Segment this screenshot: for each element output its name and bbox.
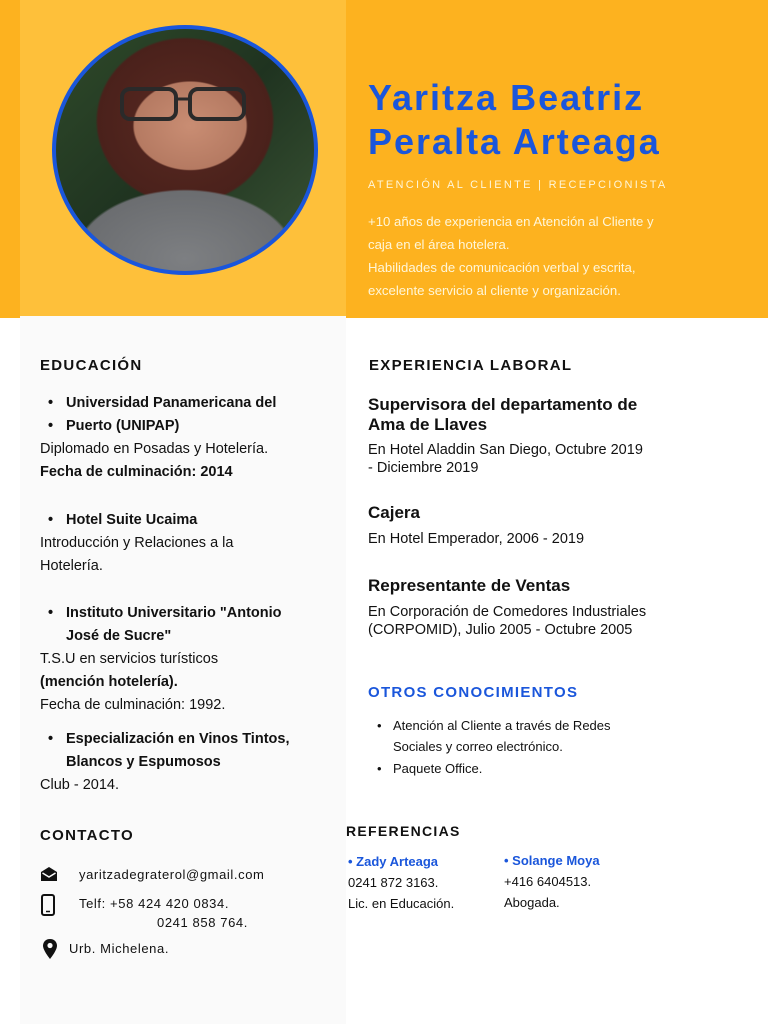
summary-line: caja en el área hotelera. (368, 237, 510, 252)
other-knowledge-item: • Paquete Office. (393, 758, 693, 779)
education-heading: EDUCACIÓN (40, 357, 143, 374)
education-item-title-cont: Blancos y Espumosos (66, 754, 221, 770)
profile-photo (52, 25, 318, 275)
reference-name: • Solange Moya (504, 853, 600, 868)
education-item-title: • Instituto Universitario "Antonio (66, 602, 282, 625)
job-description: - Diciembre 2019 (368, 460, 479, 476)
summary-line: excelente servicio al cliente y organización. (368, 283, 621, 298)
job-description: En Corporación de Comedores Industriales (368, 604, 647, 620)
contact-email: yaritzadegraterol@gmail.com (79, 867, 265, 882)
contact-phone-2: 0241 858 764. (157, 915, 248, 930)
phone-icon (41, 894, 55, 916)
job-title: Supervisora del departamento de (368, 395, 638, 414)
education-item-title: • Hotel Suite Ucaima (66, 509, 197, 532)
reference-role: Abogada. (504, 895, 560, 910)
education-item-title-cont: José de Sucre" (66, 628, 172, 644)
job-description: En Hotel Emperador, 2006 - 2019 (368, 531, 585, 547)
education-item-date: Fecha de culminación: 2014 (40, 464, 233, 480)
summary-line: +10 años de experiencia en Atención al Cliente y (368, 214, 654, 229)
contact-heading: CONTACTO (40, 827, 135, 844)
education-item-detail: Diplomado en Posadas y Hotelería. (40, 441, 269, 457)
contact-phone: Telf: +58 424 420 0834. (79, 896, 230, 911)
name-line-1: Yaritza Beatriz (368, 77, 645, 118)
education-item-title: • Especialización en Vinos Tintos, (66, 728, 289, 751)
education-item-date: Fecha de culminación: 1992. (40, 697, 226, 713)
other-knowledge-heading: OTROS CONOCIMIENTOS (368, 684, 579, 701)
name-line-2: Peralta Arteaga (368, 121, 661, 162)
job-description: (CORPOMID), Julio 2005 - Octubre 2005 (368, 622, 633, 638)
education-item-title: • Universidad Panamericana del (66, 392, 276, 415)
job-title: Cajera (368, 503, 420, 522)
reference-phone: +416 6404513. (504, 874, 592, 889)
contact-address: Urb. Michelena. (69, 941, 170, 956)
job-subtitle: ATENCIÓN AL CLIENTE | RECEPCIONISTA (368, 179, 668, 191)
location-pin-icon (42, 938, 58, 960)
envelope-icon (40, 866, 58, 882)
education-item-detail: Hotelería. (40, 558, 103, 574)
job-title-cont: Ama de Llaves (368, 415, 488, 434)
other-knowledge-item: • Atención al Cliente a través de Redes (393, 715, 693, 736)
references-heading: REFERENCIAS (346, 823, 461, 839)
job-description: En Hotel Aladdin San Diego, Octubre 2019 (368, 442, 643, 458)
reference-name: • Zady Arteaga (348, 854, 439, 869)
reference-role: Lic. en Educación. (348, 896, 455, 911)
other-knowledge-item-cont: Sociales y correo electrónico. (393, 739, 563, 754)
education-item-detail: Club - 2014. (40, 777, 119, 793)
job-title: Representante de Ventas (368, 576, 571, 595)
glasses-shape (118, 85, 248, 125)
reference-phone: 0241 872 3163. (348, 875, 439, 890)
experience-heading: EXPERIENCIA LABORAL (369, 357, 573, 374)
education-item-detail: (mención hotelería). (40, 674, 178, 690)
education-item-title-cont: • Puerto (UNIPAP) (66, 415, 179, 438)
summary-line: Habilidades de comunicación verbal y escrita, (368, 260, 636, 275)
education-item-detail: Introducción y Relaciones a la (40, 535, 234, 551)
education-item-detail: T.S.U en servicios turísticos (40, 651, 219, 667)
